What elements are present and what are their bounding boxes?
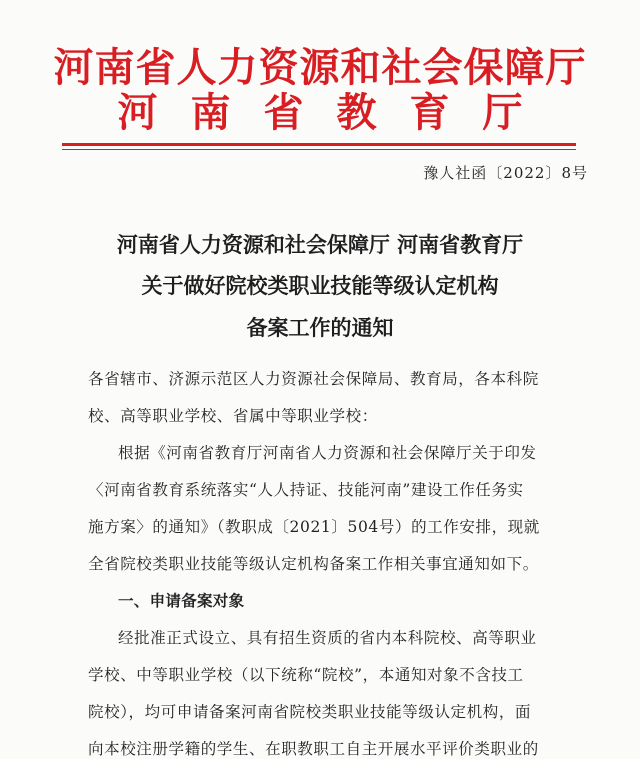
body-line-addressee-1: 各省辖市、济源示范区人力资源社会保障局、教育局，各本科院 [88, 370, 539, 388]
title-line-1: 河南省人力资源和社会保障厅 河南省教育厅 [116, 232, 524, 257]
title-line-3: 备案工作的通知 [246, 315, 394, 340]
body-paragraph-line: 全省院校类职业技能等级认定机构备案工作相关事宜通知如下。 [88, 555, 539, 573]
document-number: 豫人社函〔2022〕8号 [423, 164, 588, 182]
header-rule-thick [62, 143, 576, 146]
title-line-2: 关于做好院校类职业技能等级认定机构 [141, 273, 499, 298]
body-paragraph-line: 院校），均可申请备案河南省院校类职业技能等级认定机构，面 [88, 703, 532, 721]
body-paragraph-line: 学校、中等职业学校（以下统称“院校”，本通知对象不含技工 [88, 666, 524, 684]
issuing-org-hrss: 河南省人力资源和社会保障厅 [53, 45, 587, 91]
section-heading-1: 一、申请备案对象 [118, 591, 245, 610]
body-paragraph-line: 施方案〉的通知》（教职成〔2021〕504号）的工作安排，现就 [88, 518, 540, 536]
body-paragraph-line: 经批准正式设立、具有招生资质的省内本科院校、高等职业 [118, 629, 537, 647]
body-paragraph-line: 〈河南省教育系统落实“人人持证、技能河南”建设工作任务实 [88, 481, 524, 499]
body-line-addressee-2: 校、高等职业学校、省属中等职业学校： [88, 407, 378, 425]
body-paragraph-line: 向本校注册学籍的学生、在职教职工自主开展水平评价类职业的 [88, 740, 539, 758]
header-rule-thin [62, 149, 576, 150]
issuing-org-education: 河南省教育厅 [117, 90, 556, 136]
body-paragraph-line: 根据《河南省教育厅河南省人力资源和社会保障厅关于印发 [118, 444, 537, 462]
